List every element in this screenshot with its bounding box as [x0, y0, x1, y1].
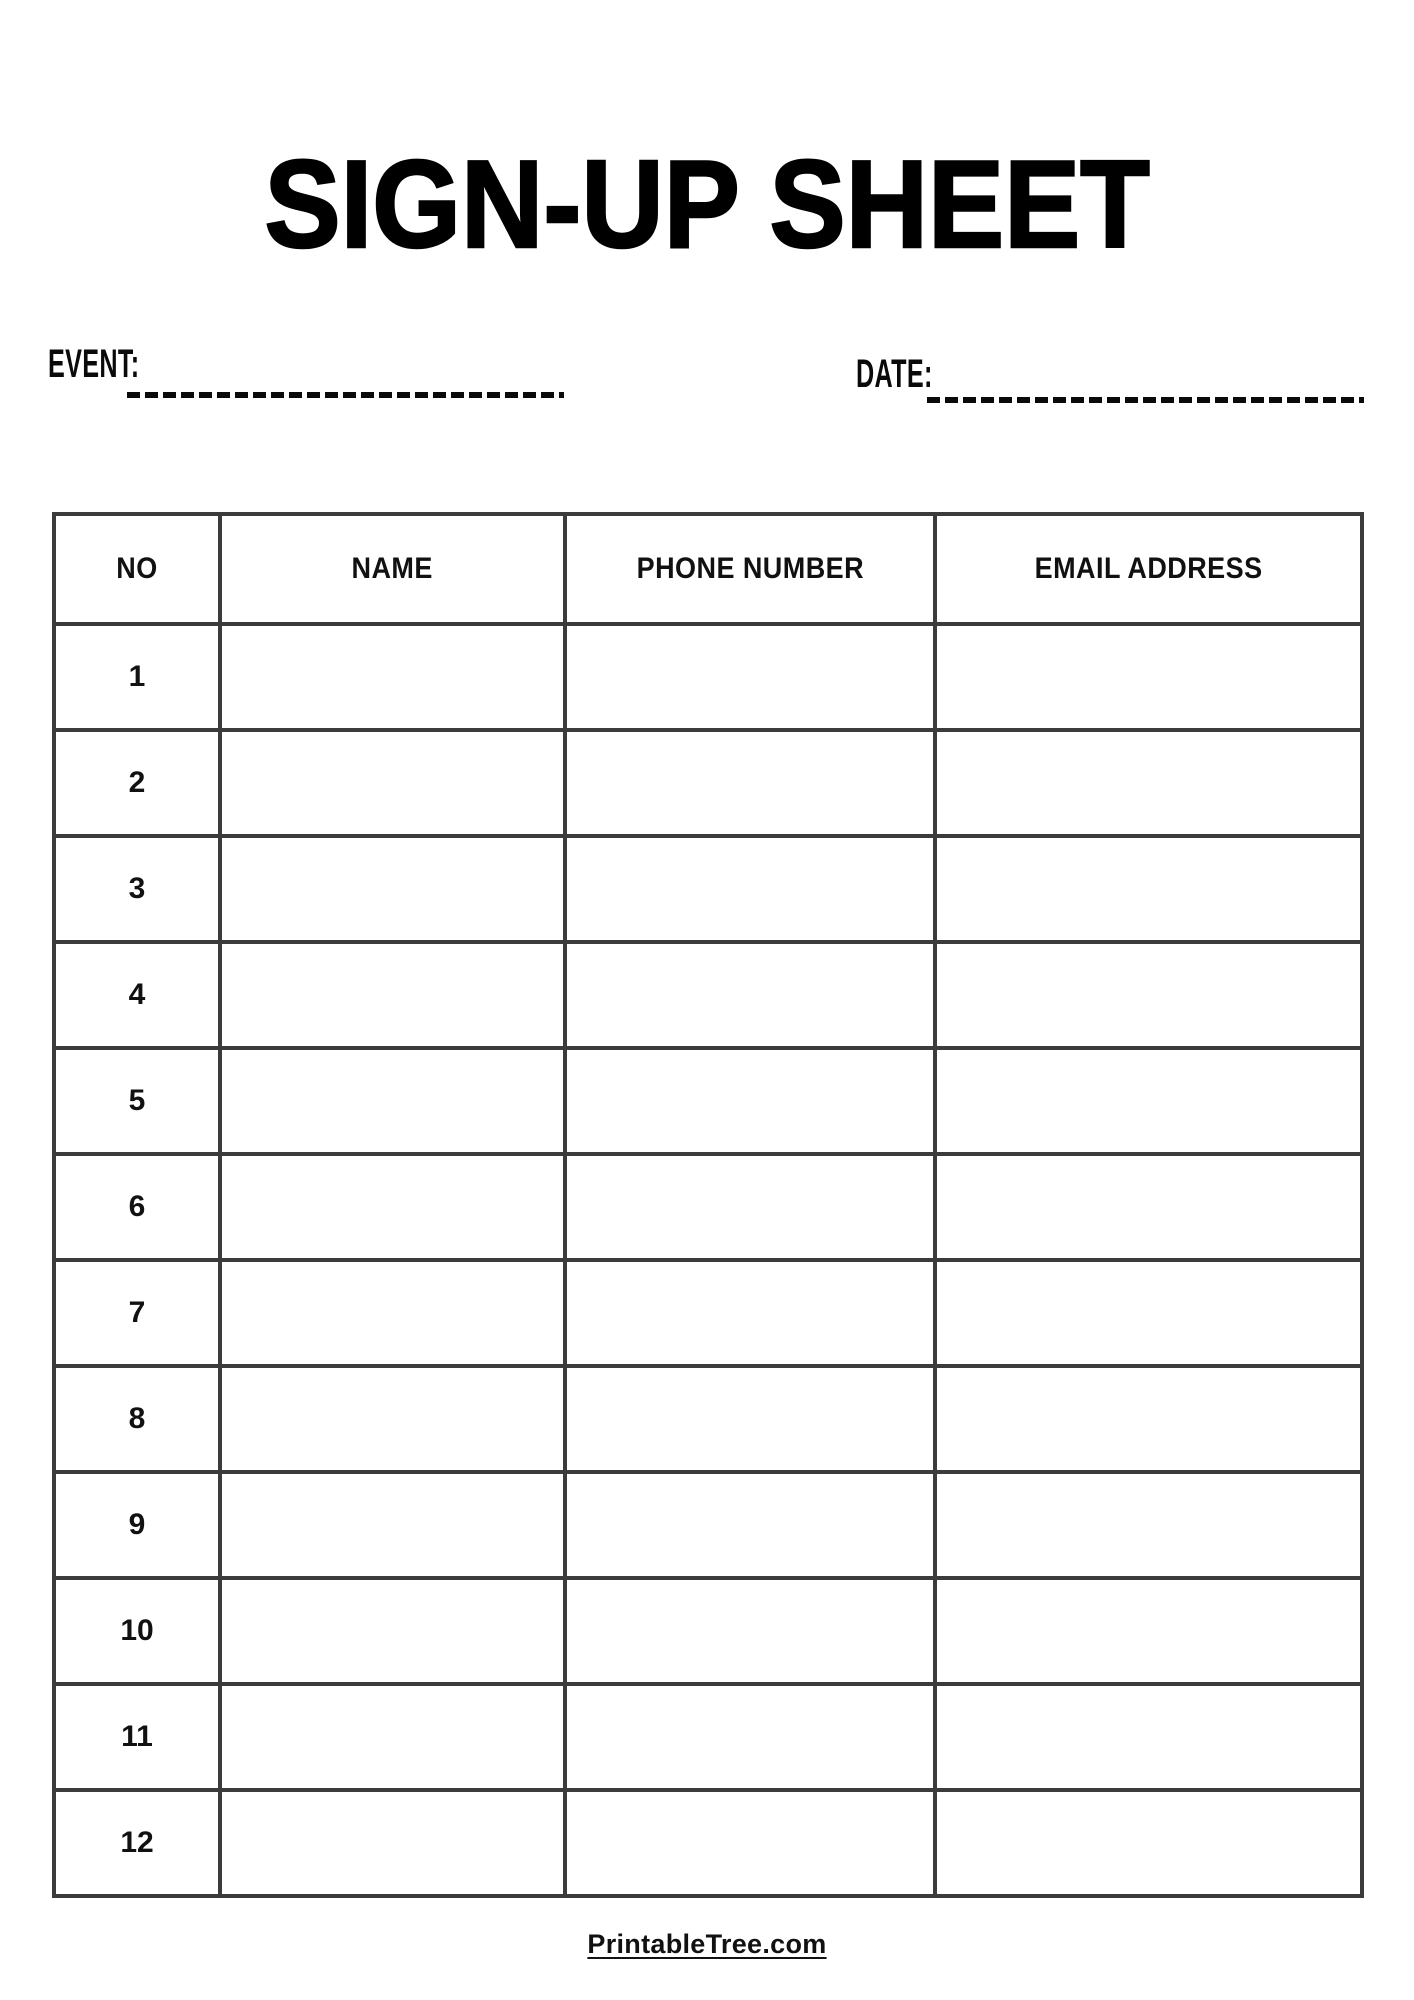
header-row	[54, 514, 1362, 624]
phone-number-cell[interactable]	[565, 730, 935, 836]
column-header-email-address: EMAIL ADDRESS	[935, 514, 1362, 624]
table-row	[54, 1366, 1362, 1472]
email-address-cell[interactable]	[935, 1578, 1362, 1684]
column-header-phone-number: PHONE NUMBER	[565, 514, 935, 624]
phone-number-cell[interactable]	[565, 942, 935, 1048]
phone-number-cell[interactable]	[565, 1260, 935, 1366]
table-row	[54, 1790, 1362, 1896]
column-header-no: NO	[54, 514, 220, 624]
phone-number-cell[interactable]	[565, 1472, 935, 1578]
table-row	[54, 1472, 1362, 1578]
signup-table-header	[54, 514, 1362, 624]
email-address-cell[interactable]	[935, 942, 1362, 1048]
email-address-cell[interactable]	[935, 1260, 1362, 1366]
phone-number-cell[interactable]	[565, 1154, 935, 1260]
table-row	[54, 942, 1362, 1048]
row-number: 12	[54, 1790, 220, 1896]
table-row	[54, 1260, 1362, 1366]
table-row	[54, 1154, 1362, 1260]
phone-number-cell[interactable]	[565, 836, 935, 942]
phone-number-cell[interactable]	[565, 1684, 935, 1790]
table-row	[54, 836, 1362, 942]
email-address-cell[interactable]	[935, 1790, 1362, 1896]
row-number: 3	[54, 836, 220, 942]
phone-number-cell[interactable]	[565, 1790, 935, 1896]
email-address-cell[interactable]	[935, 624, 1362, 730]
table-row	[54, 730, 1362, 836]
name-cell[interactable]	[220, 1790, 565, 1896]
phone-number-cell[interactable]	[565, 1578, 935, 1684]
row-number: 2	[54, 730, 220, 836]
name-cell[interactable]	[220, 1684, 565, 1790]
phone-number-cell[interactable]	[565, 624, 935, 730]
email-address-cell[interactable]	[935, 1366, 1362, 1472]
table-row	[54, 1048, 1362, 1154]
name-cell[interactable]	[220, 1578, 565, 1684]
row-number: 10	[54, 1578, 220, 1684]
row-number: 9	[54, 1472, 220, 1578]
row-number: 1	[54, 624, 220, 730]
event-label: EVENT:	[48, 342, 140, 386]
column-header-name: NAME	[220, 514, 565, 624]
table-row	[54, 1684, 1362, 1790]
name-cell[interactable]	[220, 624, 565, 730]
row-number: 7	[54, 1260, 220, 1366]
page-title	[0, 136, 1414, 274]
event-fill-line[interactable]	[127, 392, 564, 398]
signup-table-body	[54, 624, 1362, 1896]
email-address-cell[interactable]	[935, 730, 1362, 836]
table-row	[54, 624, 1362, 730]
date-label: DATE:	[856, 352, 933, 396]
footer-link[interactable]: PrintableTree.com	[587, 1929, 827, 1959]
table-row	[54, 1578, 1362, 1684]
row-number: 5	[54, 1048, 220, 1154]
row-number: 11	[54, 1684, 220, 1790]
phone-number-cell[interactable]	[565, 1366, 935, 1472]
email-address-cell[interactable]	[935, 1154, 1362, 1260]
footer	[0, 1929, 1414, 1960]
name-cell[interactable]	[220, 1472, 565, 1578]
name-cell[interactable]	[220, 942, 565, 1048]
signup-table	[52, 512, 1364, 1898]
name-cell[interactable]	[220, 730, 565, 836]
name-cell[interactable]	[220, 1366, 565, 1472]
name-cell[interactable]	[220, 1154, 565, 1260]
row-number: 6	[54, 1154, 220, 1260]
name-cell[interactable]	[220, 1260, 565, 1366]
row-number: 8	[54, 1366, 220, 1472]
email-address-cell[interactable]	[935, 836, 1362, 942]
page-title-text: SIGN-UP SHEET	[264, 136, 1150, 274]
phone-number-cell[interactable]	[565, 1048, 935, 1154]
date-fill-line[interactable]	[927, 397, 1364, 403]
name-cell[interactable]	[220, 836, 565, 942]
name-cell[interactable]	[220, 1048, 565, 1154]
row-number: 4	[54, 942, 220, 1048]
email-address-cell[interactable]	[935, 1472, 1362, 1578]
email-address-cell[interactable]	[935, 1048, 1362, 1154]
email-address-cell[interactable]	[935, 1684, 1362, 1790]
